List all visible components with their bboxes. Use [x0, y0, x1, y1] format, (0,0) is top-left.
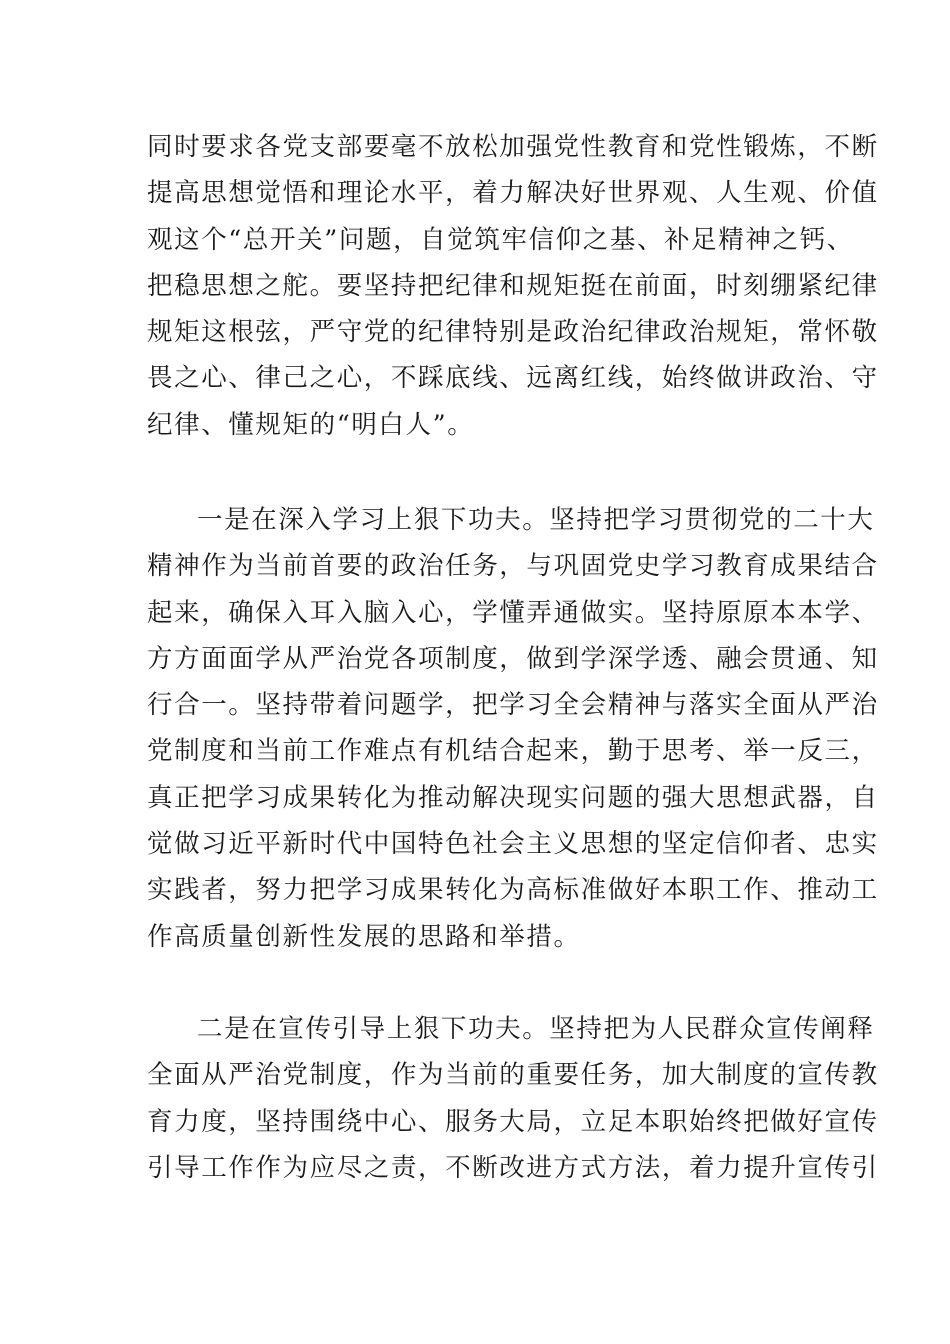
paragraph-2 [147, 497, 879, 960]
paragraph-line: 提高思想觉悟和理论水平，着力解决好世界观、人生观、价值 [147, 178, 879, 209]
paragraph-line: 觉做习近平新时代中国特色社会主义思想的坚定信仰者、忠实 [147, 829, 879, 860]
paragraph-line: 全面从严治党制度，作为当前的重要任务，加大制度的宣传教 [147, 1060, 879, 1091]
paragraph-first-line: 一是在深入学习上狠下功夫。坚持把学习贯彻党的二十大 [197, 505, 875, 535]
paragraph-line: 作高质量创新性发展的思路和举措。 [147, 921, 581, 952]
paragraph-line: 把稳思想之舵。要坚持把纪律和规矩挺在前面，时刻绷紧纪律 [147, 270, 879, 301]
paragraph-first-line: 二是在宣传引导上狠下功夫。坚持把为人民群众宣传阐释 [197, 1014, 875, 1044]
paragraph-line: 精神作为当前首要的政治任务，与巩固党史学习教育成果结合 [147, 551, 879, 582]
paragraph-line: 党制度和当前工作难点有机结合起来，勤于思考、举一反三， [147, 736, 879, 767]
paragraph-line: 同时要求各党支部要毫不放松加强党性教育和党性锻炼，不断 [147, 132, 879, 162]
paragraph-line: 引导工作作为应尽之责，不断改进方式方法，着力提升宣传引 [147, 1152, 879, 1183]
paragraph-line: 畏之心、律己之心，不踩底线、远离红线，始终做讲政治、守 [147, 363, 879, 394]
paragraph-line: 育力度，坚持围绕中心、服务大局，立足本职始终把做好宣传 [147, 1106, 879, 1137]
paragraph-line: 规矩这根弦，严守党的纪律特别是政治纪律政治规矩，常怀敬 [147, 317, 879, 348]
paragraph-line: 实践者，努力把学习成果转化为高标准做好本职工作、推动工 [147, 875, 879, 906]
paragraph-line: 起来，确保入耳入脑入心，学懂弄通做实。坚持原原本本学、 [147, 597, 879, 628]
paragraph-line: 纪律、懂规矩的“明白人”。 [147, 409, 475, 440]
paragraph-line: 真正把学习成果转化为推动解决现实问题的强大思想武器，自 [147, 782, 879, 813]
paragraph-3 [147, 1006, 879, 1191]
paragraph-line: 行合一。坚持带着问题学，把学习全会精神与落实全面从严治 [147, 690, 879, 721]
paragraph-1 [147, 124, 879, 448]
paragraph-line: 观这个“总开关”问题，自觉筑牢信仰之基、补足精神之钙、 [147, 224, 854, 255]
paragraph-line: 方方面面学从严治党各项制度，做到学深学透、融会贯通、知 [147, 643, 879, 674]
